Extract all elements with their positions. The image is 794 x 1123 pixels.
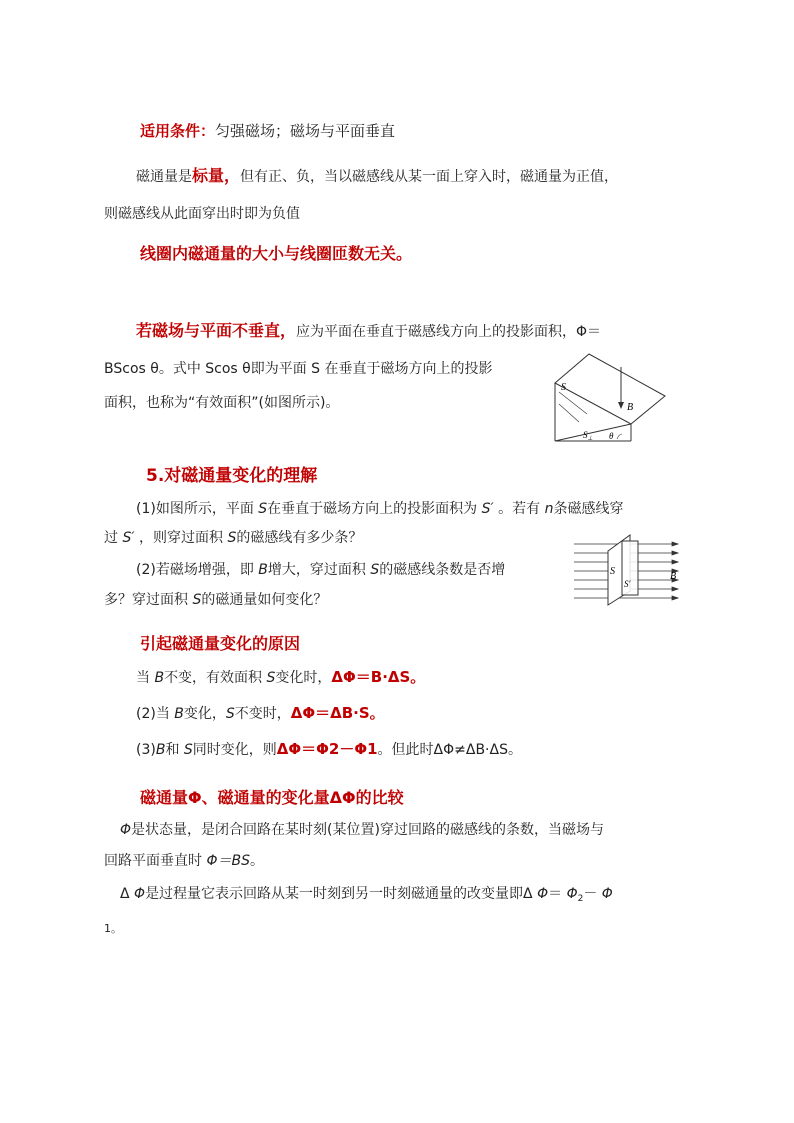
section5-heading: 5.对磁通量变化的理解 [146,466,318,486]
scalar-paragraph-line1 [136,163,618,186]
condition-text: 匀强磁场；磁场与平面垂直 [215,122,396,140]
condition-colon: ： [200,122,216,140]
hatch-line [559,404,579,422]
projection-line2: BScos θ。式中 Scos θ即为平面 S 在垂直于磁场方向上的投影 [104,361,493,377]
projection-text-1: 应为平面在垂直于磁感线方向上的投影面积，Φ＝ [296,324,602,340]
diagonal-edge [555,424,631,441]
cause3-formula: ΔΦ＝Φ2－Φ1 [276,740,378,758]
comparison-heading: 磁通量Φ、磁通量的变化量ΔΦ的比较 [140,788,404,807]
scalar-text-1: 磁通量是 [136,169,192,185]
fig1-theta-label: θ [609,431,614,441]
condition-line [140,120,395,141]
question2-line1: (2)若磁场增强，即 B增大，穿过面积 S的磁感线条数是否增 [136,562,506,578]
fig2-sp-label: S′ [624,579,631,589]
cause3-line: (3)B和 S同时变化，则ΔΦ＝Φ2－Φ1。但此时ΔΦ≠ΔB·ΔS。 [136,740,522,758]
cause2-formula: ΔΦ＝ΔB·S。 [290,704,385,722]
field-arrowhead [618,402,624,409]
cause1-formula: ΔΦ＝B·ΔS。 [331,668,426,686]
scalar-emphasis: 标量， [192,166,241,185]
scalar-paragraph-line2: 则磁感线从此面穿出时即为负值 [104,206,300,222]
question1-line1: (1)如图所示，平面 S在垂直于磁场方向上的投影面积为 S′ 。若有 n条磁感线穿 [136,501,624,517]
inclined-plane [555,354,665,424]
cause2-line: (2)当 B变化，S不变时，ΔΦ＝ΔB·S。 [136,704,385,722]
fig1-sproj-label: $S_\perp$ [583,430,593,442]
question2-line2: 多？穿过面积 S的磁通量如何变化？ [104,592,328,608]
angle-arc [617,434,622,439]
turns-heading: 线圈内磁通量的大小与线圈匝数无关。 [140,244,413,263]
condition-label: 适用条件 [140,122,201,140]
comparison-line4: 1。 [104,922,122,935]
cause1-line: 当 B不变，有效面积 S变化时，ΔΦ＝B·ΔS。 [136,668,426,686]
causes-heading: 引起磁通量变化的原因 [140,634,301,653]
comparison-line2: 回路平面垂直时 Φ＝BS。 [104,853,264,869]
scalar-text-2: 但有正、负，当以磁感线从某一面上穿入时，磁通量为正值， [240,169,619,185]
comparison-line1: Φ是状态量，是闭合回路在某时刻(某位置)穿过回路的磁感线的条数，当磁场与 [120,822,604,838]
projection-emphasis: 若磁场与平面不垂直， [136,321,297,340]
fig1-b-label: B [627,402,634,413]
comparison-line3: Δ Φ是过程量它表示回路从某一时刻到另一时刻磁通量的改变量即Δ $\Phi= \Phi_2- \Phi$ [120,886,613,904]
fig2-s-label: S [610,566,615,577]
projection-figure [549,352,669,444]
field-lines-figure [572,533,684,607]
question1-line2: 过 S′ ，则穿过面积 S的磁感线有多少条？ [104,530,363,546]
projection-line3: 面积，也称为“有效面积”(如图所示)。 [104,395,340,411]
projection-line1 [136,318,601,341]
hatch-line [559,392,587,414]
fig1-s-label: S [561,382,566,393]
fig2-b-label: B [670,571,677,582]
